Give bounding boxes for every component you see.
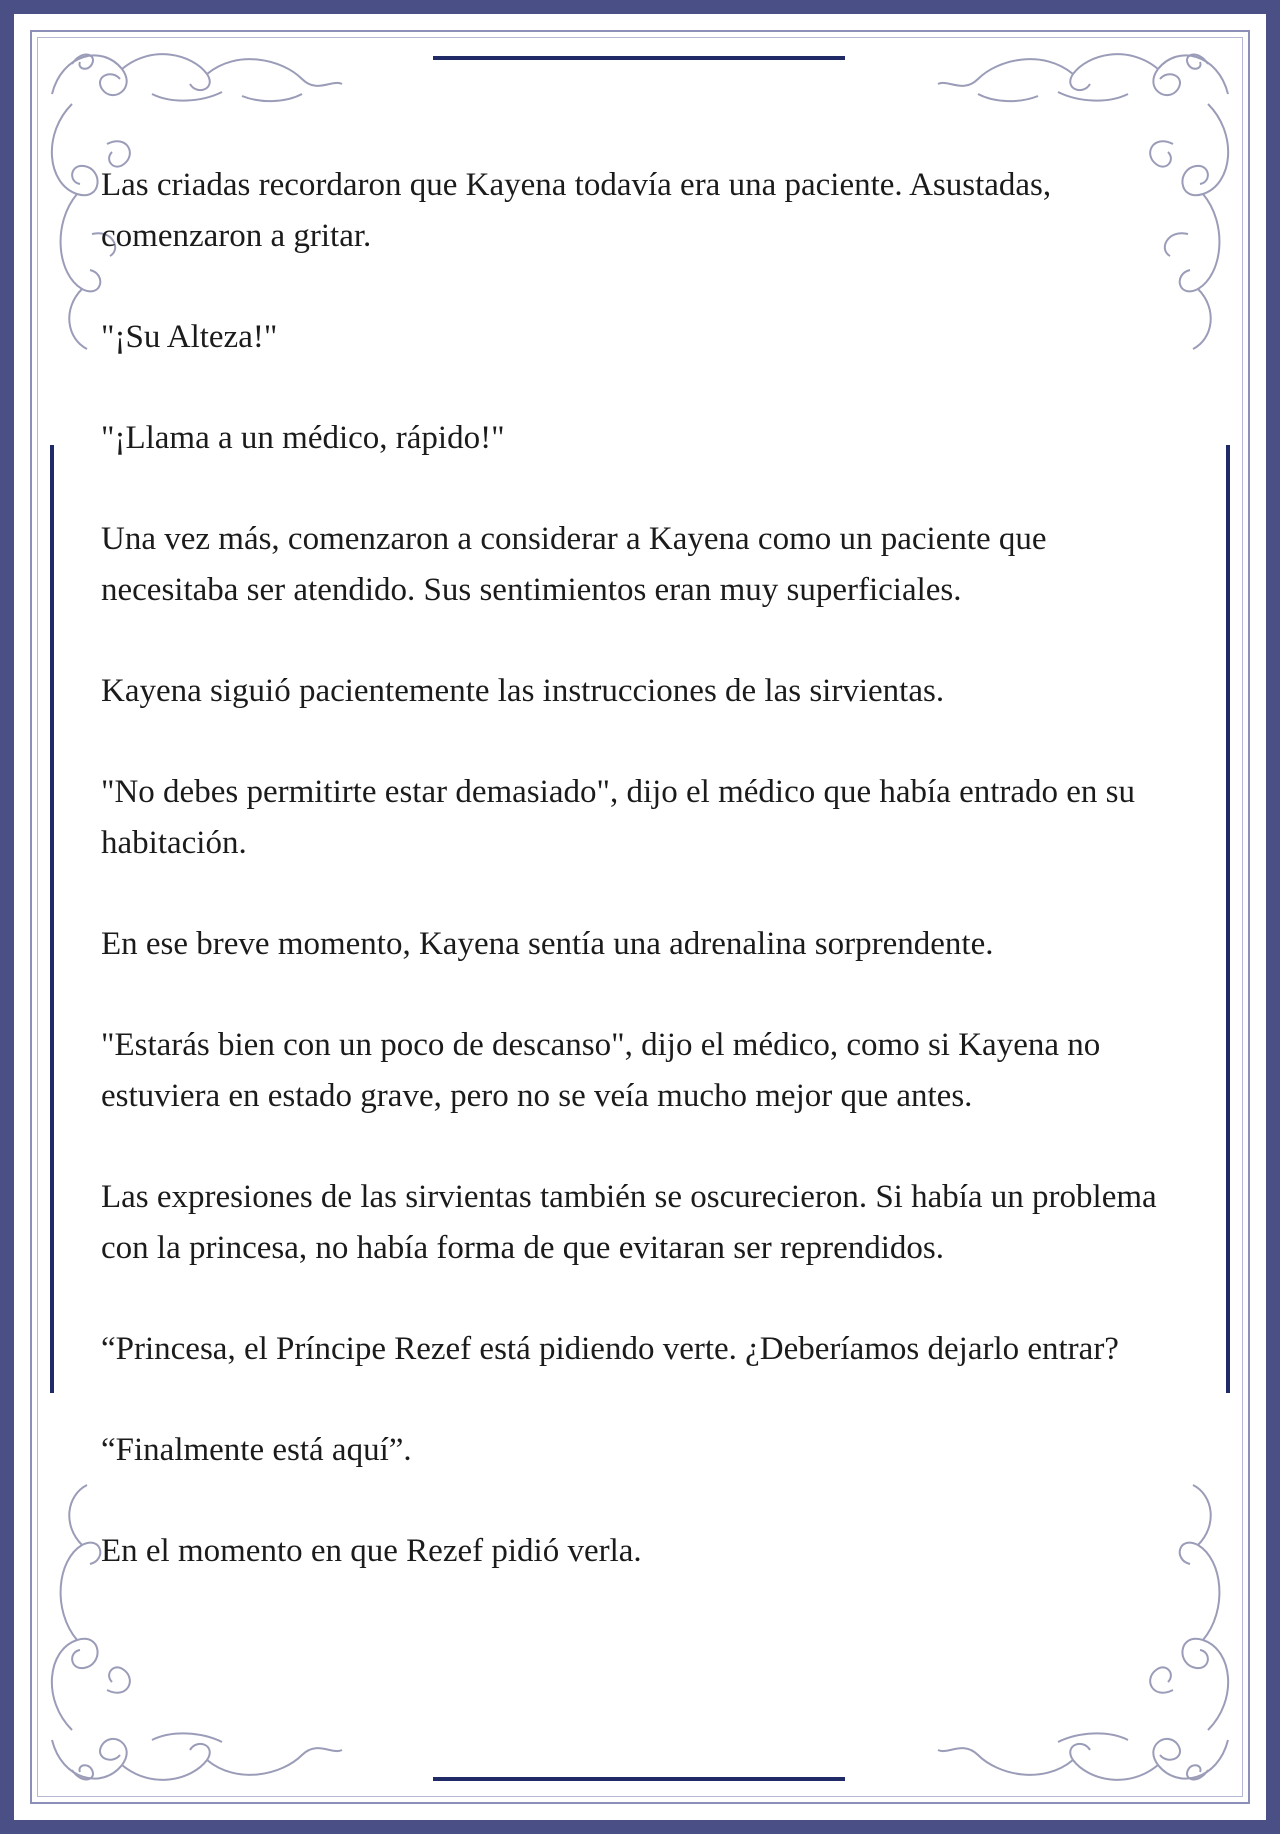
paragraph: Las criadas recordaron que Kayena todavía era una paciente. Asustadas, comenzaron a gritar.	[101, 167, 1052, 254]
paragraph: "¡Su Alteza!"	[101, 319, 278, 355]
paragraph: Una vez más, comenzaron a considerar a Kayena como un paciente que necesitaba ser atendido. Sus sentimientos eran muy superficiales.	[101, 521, 1047, 608]
paragraph: En ese breve momento, Kayena sentía una adrenalina sorprendente.	[101, 926, 994, 962]
right-divider	[1226, 445, 1230, 1393]
story-text	[101, 160, 1191, 1627]
paragraph: "No debes permitirte estar demasiado", dijo el médico que había entrado en su habitación.	[101, 774, 1136, 861]
paragraph: “Princesa, el Príncipe Rezef está pidiendo verte. ¿Deberíamos dejarlo entrar?	[101, 1331, 1119, 1367]
paragraph: "¡Llama a un médico, rápido!"	[101, 420, 505, 456]
top-divider	[433, 56, 845, 60]
paragraph: "Estarás bien con un poco de descanso", dijo el médico, como si Kayena no estuviera en estado grave, pero no se veía mucho mejor que antes.	[101, 1027, 1101, 1114]
paragraph: Kayena siguió pacientemente las instrucciones de las sirvientas.	[101, 673, 945, 709]
paragraph: “Finalmente está aquí”.	[101, 1432, 412, 1468]
paragraph: Las expresiones de las sirvientas también se oscurecieron. Si había un problema con la princesa, no había forma de que evitaran ser reprendidos.	[101, 1179, 1157, 1266]
bottom-divider	[433, 1777, 845, 1781]
left-divider	[50, 445, 54, 1393]
paragraph: En el momento en que Rezef pidió verla.	[101, 1533, 642, 1569]
